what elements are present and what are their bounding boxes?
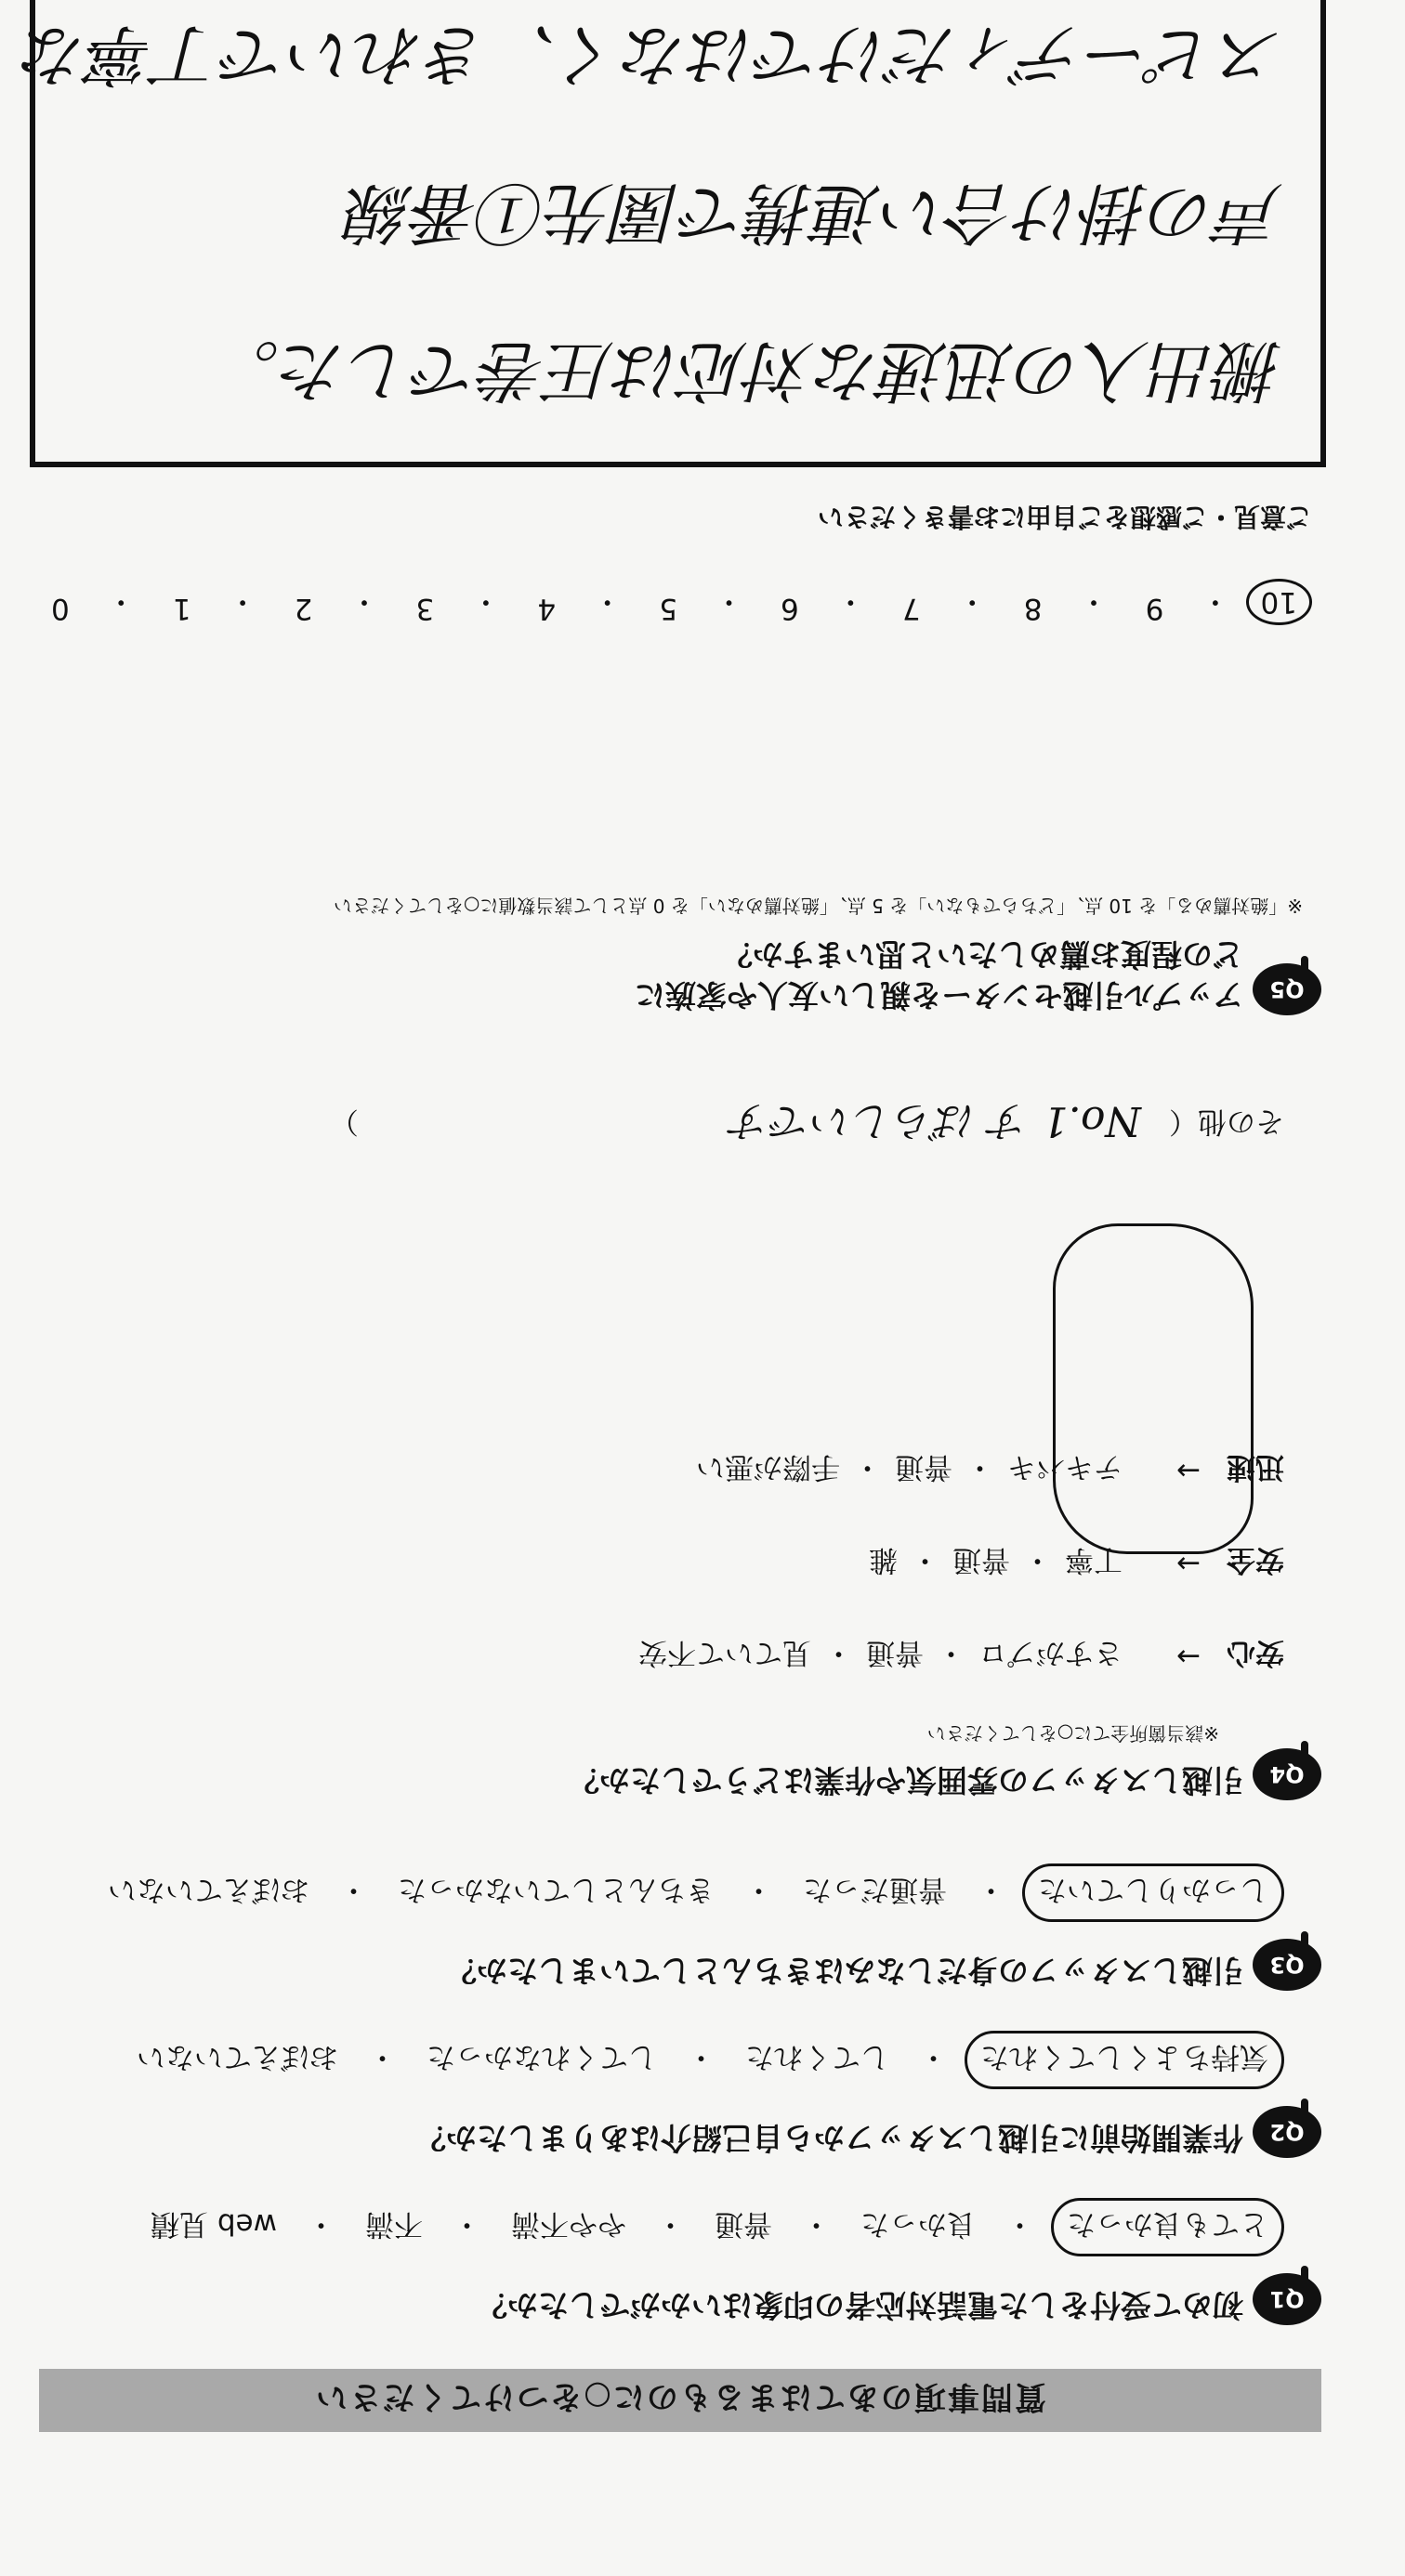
q2-options: 気持ちよくしてくれた ・ してくれた ・ してくれなかった ・ おぼえていない	[2, 2031, 1284, 2089]
q4-other-label: その他（	[1169, 1105, 1284, 1139]
q1-option[interactable]: web 見積	[151, 2207, 277, 2241]
q5-scale-value[interactable]: 4	[537, 592, 557, 625]
q2-option[interactable]: おぼえていない	[137, 2040, 338, 2073]
q4-text: 引越しスタッフの雰囲気や作業はどうでしたか？	[569, 1762, 1243, 1798]
q1-option-selected[interactable]: とても良かった	[1051, 2198, 1284, 2256]
comment-line: 搬出入の迅速な対応は圧巻でした。	[212, 332, 1283, 410]
q4-option[interactable]: 普通	[866, 1636, 924, 1670]
q4-row-jinsoku: 迅速 → テキパキ ・ 普通 ・ 手際が悪い	[2, 1424, 1284, 1517]
q2-option[interactable]: してくれなかった	[427, 2040, 657, 2073]
q4-option[interactable]: 手際が悪い	[696, 1450, 840, 1484]
q1-badge: Q1	[1253, 2273, 1321, 2325]
q2-option[interactable]: してくれた	[745, 2040, 889, 2073]
q4-row-label: 安全	[1227, 1543, 1284, 1577]
q4-other-close: ）	[329, 1105, 359, 1139]
q5-note: ※「絶対薦める」を 10 点、「どちらでもない」を 5 点、「絶対薦めない」を 0 点として該当数値に○をしてください	[333, 895, 1303, 917]
q5-scale-value[interactable]: 5	[659, 592, 677, 625]
q1-options: とても良かった ・ 良かった ・ 普通 ・ やや不満 ・ 不満 ・ web 見積	[2, 2198, 1284, 2256]
q4-row-label: 安心	[1227, 1636, 1284, 1670]
q5-scale-selected[interactable]: 10	[1246, 579, 1312, 625]
q4-option[interactable]: さすがプロ	[978, 1636, 1123, 1670]
q3-badge: Q3	[1253, 1939, 1321, 1991]
q2-badge: Q2	[1253, 2106, 1321, 2158]
q5-scale: 10 ・ 9 ・ 8 ・ 7 ・ 6 ・ 5 ・ 4 ・ 3 ・ 2 ・ 1 ・ 0	[30, 579, 1312, 625]
q3-text: 引越しスタッフの身だしなみはきちんとしていましたか？	[446, 1953, 1243, 1989]
comment-line: スピーディだけではなく、きれいで丁寧な	[21, 16, 1283, 94]
q5-scale-value[interactable]: 8	[1023, 592, 1043, 625]
q4-row-label: 迅速	[1227, 1450, 1284, 1484]
q1-text: 初めて受付をした電話対応者の印象はいかがでしたか？	[477, 2287, 1243, 2323]
q1-option[interactable]: 普通	[715, 2207, 772, 2241]
comments-label: ご意見・ご感想をご自由にお書きください	[817, 502, 1312, 532]
q4-option[interactable]: 見ていて不安	[638, 1636, 811, 1670]
q1-option[interactable]: やや不満	[511, 2207, 626, 2241]
q5-scale-value[interactable]: 3	[415, 592, 435, 625]
q5-scale-value[interactable]: 9	[1145, 592, 1164, 625]
question-3	[2, 1863, 1321, 1991]
q3-option[interactable]: おぼえていない	[108, 1873, 309, 1906]
handwritten-selection-loop	[1053, 1223, 1254, 1554]
q5-scale-value[interactable]: 2	[294, 592, 313, 625]
q5-scale-value[interactable]: 0	[50, 592, 70, 625]
q4-option[interactable]: 丁寧	[1065, 1543, 1123, 1577]
arrow-icon: →	[1176, 1454, 1201, 1487]
comment-line: 声の掛け合い連携で園先①番線	[346, 174, 1283, 252]
question-1	[2, 2198, 1321, 2325]
q4-note: ※該当箇所全てに○をしてください	[926, 1722, 1219, 1745]
q4-option[interactable]: 普通	[895, 1450, 952, 1484]
comments-box[interactable]	[21, 0, 1326, 467]
q5-text-line2: どの程度お薦めしたいと思いますか？	[722, 936, 1243, 973]
question-2	[2, 2031, 1321, 2158]
q1-option[interactable]: 良かった	[860, 2207, 976, 2241]
q2-option-selected[interactable]: 気持ちよくしてくれた	[965, 2031, 1284, 2089]
q3-options: しっかりしていた ・ 普通だった ・ きちんとしていなかった ・ おぼえていない	[2, 1863, 1284, 1922]
q5-scale-value[interactable]: 6	[781, 592, 799, 625]
q4-other	[76, 1095, 1284, 1155]
arrow-icon: →	[1176, 1547, 1201, 1580]
instructions-banner: 質問事項のあてはまるものに○をつけてください	[39, 2369, 1321, 2432]
q4-other-handwritten: No.1 す ばらしいです	[729, 1097, 1141, 1144]
q5-text-line1: アップル引越センターを親しい友人や家族に	[634, 977, 1243, 1013]
q4-row-anzen: 安全 → 丁寧 ・ 普通 ・ 雑	[2, 1517, 1284, 1610]
q4-row-anshin: 安心 → さすがプロ ・ 普通 ・ 見ていて不安	[2, 1610, 1284, 1703]
q5-scale-value[interactable]: 1	[172, 592, 191, 625]
question-5	[2, 894, 1321, 1015]
q3-option[interactable]: 普通だった	[803, 1873, 947, 1906]
q1-option[interactable]: 不満	[365, 2207, 423, 2241]
q4-option[interactable]: 普通	[952, 1543, 1010, 1577]
q4-badge: Q4	[1253, 1748, 1321, 1800]
q4-option[interactable]: テキパキ	[1007, 1450, 1123, 1484]
q5-badge: Q5	[1253, 963, 1321, 1015]
q3-option[interactable]: きちんとしていなかった	[398, 1873, 715, 1906]
q3-option-selected[interactable]: しっかりしていた	[1022, 1863, 1284, 1922]
arrow-icon: →	[1176, 1640, 1201, 1673]
q5-scale-value[interactable]: 7	[901, 592, 921, 625]
q4-option[interactable]: 雑	[869, 1543, 898, 1577]
q2-text: 作業開始前に引越しスタッフから自己紹介はありましたか？	[415, 2120, 1243, 2156]
